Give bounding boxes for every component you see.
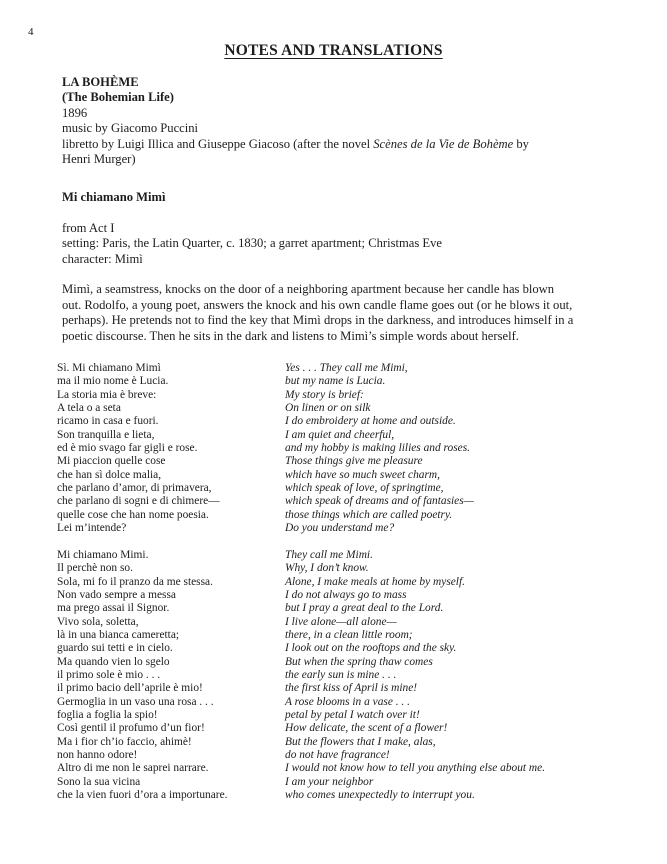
text-line: but my name is Lucia. (285, 375, 386, 388)
text-line: Why, I don’t know. (285, 562, 369, 575)
text-line: the early sun is mine . . . (285, 668, 397, 681)
text-line: che parlano di sogni e di chimere— (57, 495, 220, 508)
work-header (62, 75, 529, 167)
text-line: I live alone—all alone— (285, 615, 397, 628)
text-line: My story is brief: (285, 388, 364, 401)
text-line: ed è mio svago far gigli e rose. (57, 442, 198, 455)
stanza-2-english (285, 549, 545, 803)
text-line: I do not always go to mass (285, 588, 407, 601)
text-line: but I pray a great deal to the Lord. (285, 602, 444, 615)
text-line: Alone, I make meals at home by myself. (285, 575, 465, 588)
verse-english-column (285, 362, 545, 802)
text-line: But the flowers that I make, alas, (285, 735, 436, 748)
text-line: Vivo sola, soletta, (57, 615, 139, 628)
aria-title: Mi chiamano Mimì (62, 190, 166, 204)
text-line: and my hobby is making lilies and roses. (285, 442, 470, 455)
text-line: Son tranquilla e lieta, (57, 428, 155, 441)
text-line: ma prego assai il Signor. (57, 602, 170, 615)
text-line: Mi piaccion quelle cose (57, 455, 166, 468)
text-line: ricamo in casa e fuori. (57, 415, 159, 428)
synopsis-paragraph (62, 282, 573, 344)
text-line: Do you understand me? (285, 522, 395, 535)
text-line: il primo sole è mio . . . (57, 668, 161, 681)
text-line: La storia mia è breve: (57, 388, 157, 401)
stanza-1-english (285, 362, 545, 535)
work-libretto-credit-continued: Henri Murger) (62, 152, 136, 167)
text-line: foglia a foglia la spio! (57, 708, 158, 721)
text-line: Sì. Mi chiamano Mimì (57, 362, 161, 374)
text-line: Mi chiamano Mimi. (57, 548, 149, 561)
text-line: là in una bianca cameretta; (57, 628, 180, 641)
text-line: who comes unexpectedly to interrupt you. (285, 789, 475, 801)
text-line: Ma quando vien lo sgelo (57, 655, 170, 668)
text-line: do not have fragrance! (285, 748, 390, 761)
stanza-1-italian (57, 362, 227, 535)
text-line: Yes . . . They call me Mimi, (285, 362, 408, 374)
text-line: Sola, mi fo il pranzo da me stessa. (57, 575, 213, 588)
text-line: Non vado sempre a messa (57, 588, 176, 601)
page-number: 4 (28, 26, 34, 38)
text-line: A rose blooms in a vase . . . (285, 695, 410, 708)
aria-act: from Act I (62, 221, 115, 235)
text-line: ma il mio nome è Lucia. (57, 375, 169, 388)
text-line: out. Rodolfo, a young poet, answers the knock and his own candle flame goes out (or he blows it out, (62, 297, 573, 312)
text-line: non hanno odore! (57, 748, 138, 761)
text-line: the first kiss of April is mine! (285, 682, 418, 695)
work-music-credit: music by Giacomo Puccini (62, 121, 199, 136)
aria-setting: setting: Paris, the Latin Quarter, c. 1830; a garret apartment; Christmas Eve (62, 236, 442, 251)
text-line: I would not know how to tell you anything else about me. (285, 762, 546, 775)
text-line: I am your neighbor (285, 775, 374, 788)
text-line: che han sì dolce malia, (57, 468, 162, 481)
text-line: Ma i fior ch’io faccio, ahimè! (57, 735, 192, 748)
text-line: A tela o a seta (57, 402, 121, 415)
text-line: petal by petal I watch over it! (285, 708, 420, 721)
text-line: which speak of dreams and of fantasies— (285, 495, 474, 508)
text-line: Those things give me pleasure (285, 455, 423, 468)
stanza-2-italian (57, 549, 227, 803)
verse-italian-column (57, 362, 227, 802)
work-title: LA BOHÈME (62, 75, 139, 89)
text-line: there, in a clean little room; (285, 628, 413, 641)
text-line: perhaps). He pretends not to find the key that Mimì drops in the darkness, and introduces himself in a (62, 313, 574, 327)
novel-title: Scènes de la Vie de Bohème (373, 136, 514, 151)
text-line: Lei m’intende? (57, 522, 127, 535)
page-title: NOTES AND TRANSLATIONS (224, 42, 443, 59)
work-year: 1896 (62, 105, 88, 120)
text-line: Mimì, a seamstress, knocks on the door of a neighboring apartment because her candle has blown (62, 282, 555, 296)
text-line: guardo sui tetti e in cielo. (57, 642, 173, 655)
aria-info (62, 221, 442, 267)
text-line: which speak of love, of springtime, (285, 482, 444, 495)
text-line: il primo bacio dell’aprile è mio! (57, 682, 203, 695)
text-line: How delicate, the scent of a flower! (285, 722, 448, 735)
text-line: Il perchè non so. (57, 562, 133, 575)
text-line: Altro di me non le saprei narrare. (57, 762, 209, 775)
text-line: poetic discourse. Then he sits in the dark and listens to Mimì’s simple words about herself. (62, 328, 519, 343)
libretto-credit-prefix: libretto by Luigi Illica and Giuseppe Giacoso (after the novel (62, 136, 374, 151)
text-line: Germoglia in un vaso una rosa . . . (57, 695, 214, 708)
text-line: I am quiet and cheerful, (285, 428, 395, 441)
text-line: che la vien fuori d’ora a importunare. (57, 789, 228, 801)
text-line: Così gentil il profumo d’un fior! (57, 722, 205, 735)
work-libretto-credit (62, 137, 529, 152)
text-line: those things which are called poetry. (285, 508, 453, 521)
text-line: I do embroidery at home and outside. (285, 415, 456, 428)
text-line: which have so much sweet charm, (285, 468, 441, 481)
text-line: quelle cose che han nome poesia. (57, 508, 209, 521)
text-line: I look out on the rooftops and the sky. (285, 642, 457, 655)
aria-character: character: Mimì (62, 251, 143, 266)
work-subtitle: (The Bohemian Life) (62, 90, 174, 105)
text-line: On linen or on silk (285, 402, 371, 415)
text-line: But when the spring thaw comes (285, 655, 433, 668)
text-line: They call me Mimi. (285, 548, 373, 561)
text-line: che parlano d’amor, di primavera, (57, 482, 212, 495)
text-line: Sono la sua vicina (57, 775, 141, 788)
libretto-credit-suffix: by (513, 136, 529, 151)
